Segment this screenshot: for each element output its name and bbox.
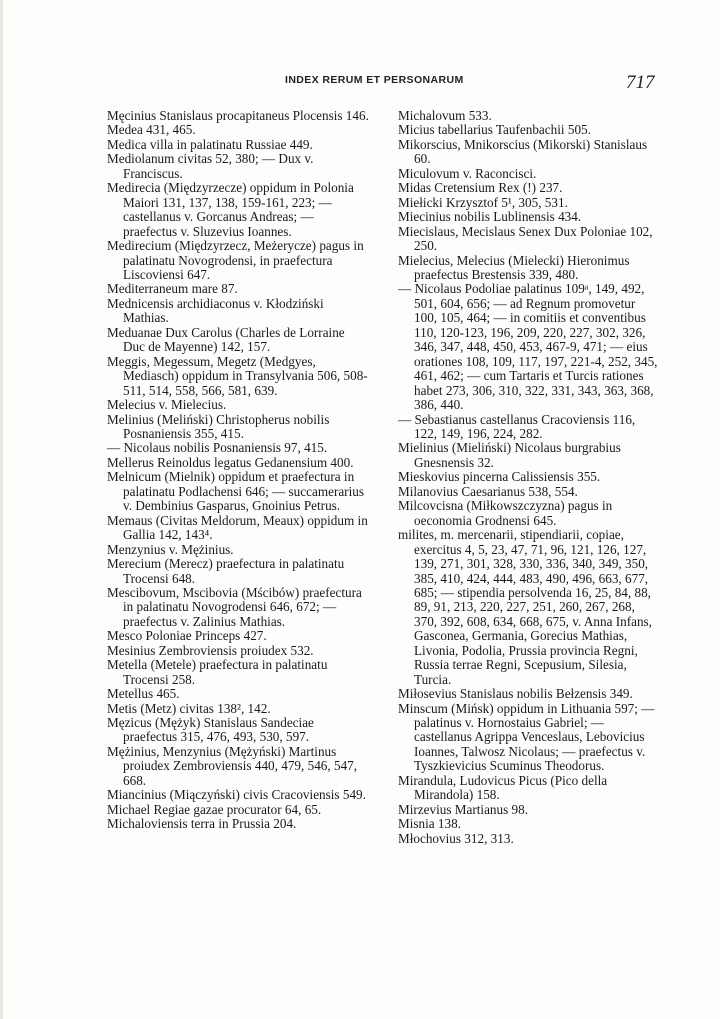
index-entry: Medea 431, 465. <box>107 122 196 138</box>
index-entry: Meggis, Megessum, Megetz (Medgyes, Mediasch) oppidum in Transylvania 506, 508-511, 514, 558, 566, 581, 639. <box>107 353 368 398</box>
index-entry: Melinius (Meliński) Christopherus nobilis Posnaniensis 355, 415. <box>107 411 330 441</box>
index-entry: Męcinius Stanislaus procapitaneus Plocensis 146. <box>107 108 369 123</box>
index-entry: Micius tabellarius Taufenbachii 505. <box>398 122 591 138</box>
index-entry: Młochovius 312, 313. <box>398 830 514 846</box>
index-entry: Miłosevius Stanislaus nobilis Bełzensis 349. <box>398 686 633 702</box>
index-entry: — Sebastianus castellanus Cracoviensis 116, 122, 149, 196, 224, 282. <box>398 411 636 441</box>
index-entry: Mieskovius pincerna Calissiensis 355. <box>398 469 601 485</box>
index-entry: Miecislaus, Mecislaus Senex Dux Poloniae 102, 250. <box>398 223 653 254</box>
index-entry: Mednicensis archidiaconus v. Kłodziński Mathias. <box>107 295 324 326</box>
index-entry: Misnia 138. <box>398 816 462 832</box>
index-entry: Meduanae Dux Carolus (Charles de Lorraine Duc de Mayenne) 142, 157. <box>107 324 345 355</box>
index-entry: Melnicum (Mielnik) oppidum et praefectura in palatinatu Podlachensi 646; — succamerarius v. Dembinius Gasparus, Gnoinius Petrus. <box>107 469 364 514</box>
index-entry: Mielecius, Melecius (Mielecki) Hieronimus praefectus Brestensis 339, 480. <box>398 252 630 282</box>
page-number: 717 <box>626 72 655 93</box>
page-edge <box>0 0 3 1019</box>
index-entry: Metella (Metele) praefectura in palatinatu Trocensi 258. <box>107 657 328 687</box>
index-entry: Melecius v. Mielecius. <box>107 397 227 413</box>
index-entry: Menzynius v. Mężinius. <box>107 541 234 557</box>
index-entry: Mężinius, Menzynius (Mężyński) Martinus proiudex Zembroviensis 440, 479, 546, 547, 668. <box>107 743 358 788</box>
index-entry: Milanovius Caesarianus 538, 554. <box>398 483 578 499</box>
index-entry: Mellerus Reinoldus legatus Gedanensium 400. <box>107 454 354 470</box>
index-entry: Minscum (Mińsk) oppidum in Lithuania 597; — palatinus v. Hornostaius Gabriel; — castellanus Agrippa Venceslaus, Lebovicius Ioannes, Talwosz Nicolaus; — praefectus v. Tyszkievicius Scuminus Theodorus. <box>398 700 655 774</box>
index-entry: Medirecia (Międzyrzecze) oppidum in Polonia Maiori 131, 137, 138, 159-161, 223; — castellanus v. Gorcanus Andreas; — praefectus v. Sluzevius Ioannes. <box>107 180 354 239</box>
index-entry: — Nicolaus nobilis Posnaniensis 97, 415. <box>107 440 328 456</box>
index-entry: Mesco Poloniae Princeps 427. <box>107 628 267 644</box>
index-column-left <box>107 109 369 832</box>
index-entry: Milcovcisna (Miłkowszczyzna) pagus in oeconomia Grodnensi 645. <box>398 498 613 528</box>
index-entry: Michalovum 533. <box>398 108 492 123</box>
index-entry: Metellus 465. <box>107 686 180 702</box>
index-entry: Mediolanum civitas 52, 380; — Dux v. Franciscus. <box>107 151 314 181</box>
index-entry: Mirzevius Martianus 98. <box>398 801 529 817</box>
index-column-right <box>398 109 660 846</box>
index-entry: Memaus (Civitas Meldorum, Meaux) oppidum in Gallia 142, 143⁴. <box>107 512 368 543</box>
index-entry: Michael Regiae gazae procurator 64, 65. <box>107 801 322 817</box>
index-entry: Merecium (Merecz) praefectura in palatinatu Trocensi 648. <box>107 556 345 586</box>
index-entry: Męzicus (Mężyk) Stanislaus Sandeciae praefectus 315, 476, 493, 530, 597. <box>107 715 314 745</box>
index-entry: Midas Cretensium Rex (!) 237. <box>398 180 563 196</box>
index-entry: Miancinius (Miączyński) civis Cracoviensis 549. <box>107 787 366 803</box>
index-entry: Metis (Metz) civitas 138², 142. <box>107 700 271 716</box>
running-header: INDEX RERUM ET PERSONARUM <box>285 74 464 86</box>
index-entry: Mirandula, Ludovicus Picus (Pico della Mirandola) 158. <box>398 772 608 803</box>
index-entry: Mikorscius, Mnikorscius (Mikorski) Stanislaus 60. <box>398 136 648 167</box>
index-entry: Mediterraneum mare 87. <box>107 281 238 297</box>
index-entry: Medirecium (Międzyrzecz, Meżerycze) pagus in palatinatu Novogrodensi, in praefectura Liscoviensi 647. <box>107 238 364 282</box>
index-entry: Mielinius (Mieliński) Nicolaus burgrabius Gnesnensis 32. <box>398 440 621 470</box>
index-entry: Miełicki Krzysztof 5¹, 305, 531. <box>398 194 568 210</box>
index-entry: Mesinius Zembroviensis proiudex 532. <box>107 642 314 658</box>
index-entry: Michaloviensis terra in Prussia 204. <box>107 816 297 832</box>
index-entry: Mescibovum, Mscibovia (Mścibów) praefectura in palatinatu Novogrodensi 646, 672; — praefectus v. Zalinius Mathias. <box>107 584 362 629</box>
index-entry: Medica villa in palatinatu Russiae 449. <box>107 136 313 152</box>
index-entry: Miculovum v. Raconcisci. <box>398 165 537 181</box>
index-entry: — Nicolaus Podoliae palatinus 109ᵃ, 149, 492, 501, 604, 656; — ad Regnum promovetur 100, 105, 464; — in comitiis et conventibus 110, 120-123, 196, 209, 220, 227, 302, 326, 346, 347, 448, 450, 453, 467-9, 471; — eius orationes 108, 109, 117, 197, 221-4, 252, 345, 461, 462; — cum Tartaris et Turcis rationes habet 273, 306, 310, 322, 331, 343, 363, 368, 386, 440. <box>398 281 658 413</box>
index-entry: Miecinius nobilis Lublinensis 434. <box>398 209 582 225</box>
index-entry: milites, m. mercenarii, stipendiarii, copiae, exercitus 4, 5, 23, 47, 71, 96, 121, 126, 127, 139, 271, 301, 328, 330, 336, 340, 349, 350, 385, 410, 424, 444, 483, 490, 496, 663, 677, 685; — stipendia persolvenda 16, 25, 84, 88, 89, 91, 213, 220, 227, 251, 260, 267, 268, 370, 392, 608, 634, 668, 675, v. Anna Infans, Gasconea, Germania, Gorecius Mathias, Livonia, Podolia, Prussia provincia Regni, Russia terrae Regni, Scepusium, Silesia, Turcia. <box>398 527 652 687</box>
